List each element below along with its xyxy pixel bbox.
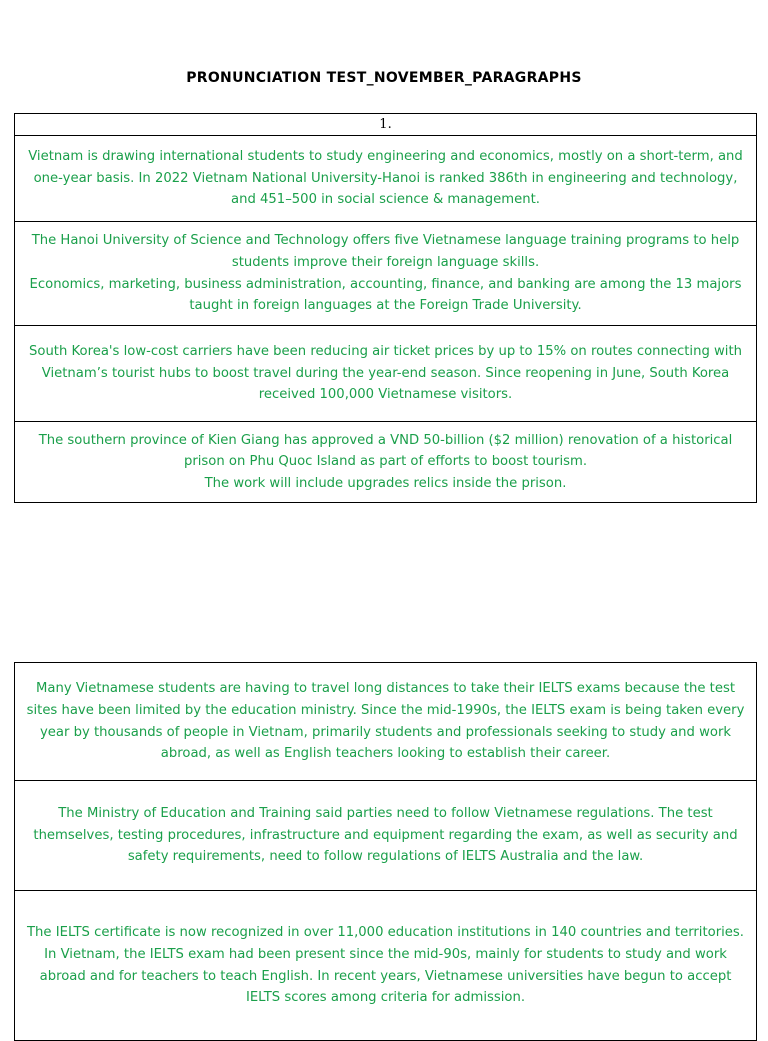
paragraph-text: The southern province of Kien Giang has approved a VND 50-billion ($2 million) renovation of a historical prison on Phu Quoc Island as part of efforts to boost tourism. [38,432,733,470]
paragraph-text: Many Vietnamese students are having to travel long distances to take their IELTS exams because the test sites have been limited by the education ministry. Since the mid-1990s, the IELTS exam is being taken every year by thousands of people in Vietnam, primarily students and professionals seeking to study and work abroad, as well as English teachers looking to establish their career. [26,681,745,762]
page-title: PRONUNCIATION TEST_NOVEMBER_PARAGRAPHS [186,70,582,86]
paragraph-cell [15,663,757,781]
paragraph-cell [15,136,757,222]
paragraph-table-2 [14,662,757,1041]
paragraph-table-1 [14,113,757,503]
paragraph-cell [15,222,757,326]
paragraph-cell [15,891,757,1041]
paragraph-text: South Korea's low-cost carriers have been reducing air ticket prices by up to 15% on routes connecting with Vietnam’s tourist hubs to boost travel during the year-end season. Since reopening in June, South Korea received 100,000 Vietnamese visitors. [29,344,742,403]
paragraph-text: The work will include upgrades relics inside the prison. [204,475,567,491]
paragraph-text: The Hanoi University of Science and Technology offers five Vietnamese language training programs to help students improve their foreign language skills. [31,233,740,270]
paragraph-cell [15,422,757,503]
paragraph-text: The Ministry of Education and Training said parties need to follow Vietnamese regulations. The test themselves, testing procedures, infrastructure and equipment regarding the exam, as well as security and safety requirements, need to follow regulations of IELTS Australia and the law. [33,806,738,865]
paragraph-text: The IELTS certificate is now recognized in over 11,000 education institutions in 140 countries and territories. In Vietnam, the IELTS exam had been present since the mid-90s, mainly for students to study and work abroad and for teachers to teach English. In recent years, Vietnamese universities have begun to accept IELTS scores among criteria for admission. [27,925,744,1006]
section-number: 1. [15,114,757,136]
paragraph-text: Vietnam is drawing international students to study engineering and economics, mostly on a short-term, and one-year basis. In 2022 Vietnam National University-Hanoi is ranked 386th in engineering and technology, and 451–500 in social science & management. [28,149,743,208]
paragraph-cell [15,781,757,891]
paragraph-cell [15,326,757,422]
paragraph-text: Economics, marketing, business administration, accounting, finance, and banking are among the 13 majors taught in foreign languages at the Foreign Trade University. [29,276,742,314]
